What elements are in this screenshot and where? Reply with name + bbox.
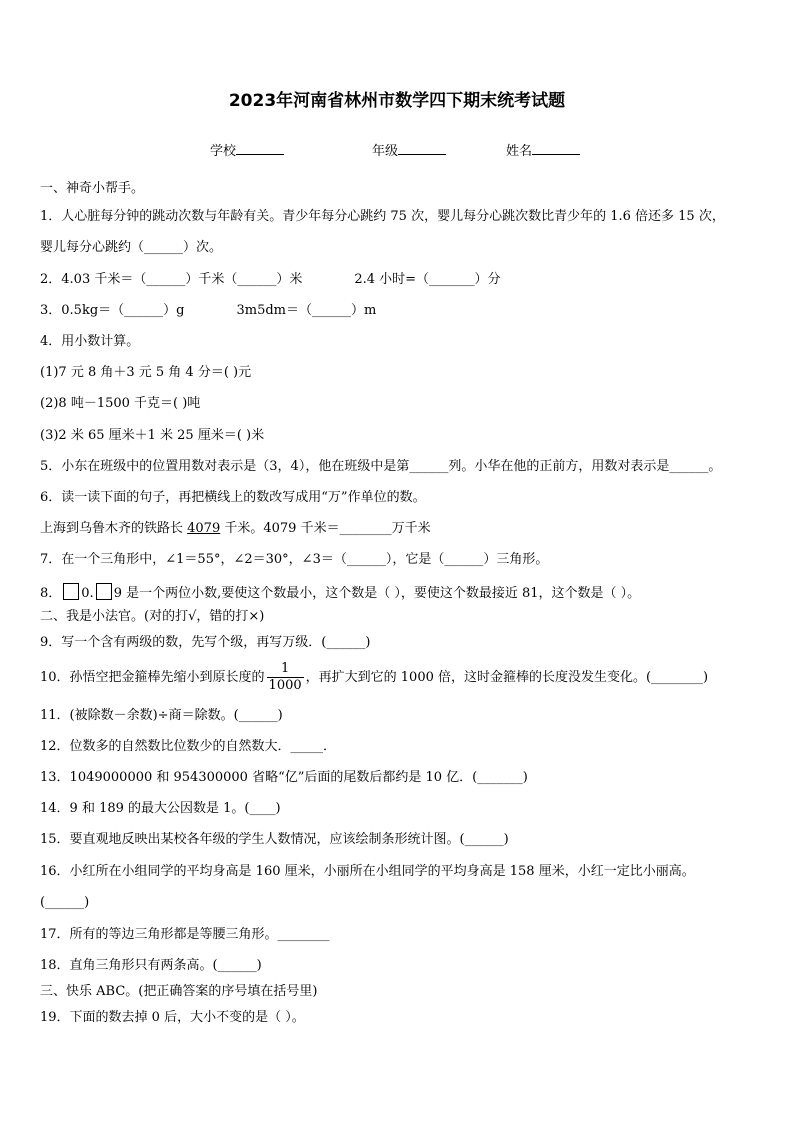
question-4-item-3: (3)2 米 65 厘米＋1 米 25 厘米＝( )米: [40, 428, 265, 443]
question-9: 9．写一个含有两级的数，先写个级，再写万级．(______): [40, 635, 371, 650]
question-10-post: ，再扩大到它的 1000 倍，这时金箍棒的长度没发生变化。(________): [305, 670, 709, 685]
question-4-item-2: (2)8 吨－1500 千克＝( )吨: [40, 396, 201, 411]
question-16-line-2: (______): [40, 895, 90, 910]
question-6-underlined-number: 4079: [187, 521, 221, 536]
digit-box-1[interactable]: [63, 583, 79, 600]
question-18: 18．直角三角形只有两条高。(______): [40, 958, 262, 973]
question-5: 5．小东在班级中的位置用数对表示是（3，4），他在班级中是第______列。小华在他的正前方，用数对表示是______。: [40, 459, 722, 474]
question-15: 15．要直观地反映出某校各年级的学生人数情况，应该绘制条形统计图。(______): [40, 832, 509, 847]
fraction-numerator: 1: [280, 661, 290, 676]
question-6-pre: 上海到乌鲁木齐的铁路长: [40, 521, 188, 536]
page-title: 2023年河南省林州市数学四下期末统考试题: [228, 91, 566, 111]
question-3-part-b: 3m5dm＝（______）m: [236, 303, 377, 318]
name-field[interactable]: [506, 140, 580, 159]
question-2: [40, 272, 501, 288]
question-6-post: 千米。4079 千米＝________万千米: [220, 521, 431, 536]
section-2-heading: 二、我是小法官。(对的打√，错的打×): [40, 609, 265, 624]
section-3-heading: 三、快乐 ABC。(把正确答案的序号填在括号里): [40, 984, 318, 999]
question-16-line-1: 16．小红所在小组同学的平均身高是 160 厘米，小丽所在小组同学的平均身高是 158 厘米，小红一定比小丽高。: [40, 864, 695, 879]
name-label: 姓名: [506, 144, 533, 159]
school-label: 学校: [210, 144, 237, 159]
question-10-pre: 10．孙悟空把金箍棒先缩小到原长度的: [40, 670, 265, 685]
grade-label: 年级: [372, 144, 399, 159]
question-6-line-2: [40, 521, 431, 537]
section-1-heading: 一、神奇小帮手。: [40, 181, 145, 196]
question-2-part-a: 2．4.03 千米＝（______）千米（______）米: [40, 272, 303, 287]
question-11: 11．(被除数－余数)÷商＝除数。(______): [40, 708, 283, 723]
fraction: [267, 661, 304, 694]
question-4-item-1: (1)7 元 8 角＋3 元 5 角 4 分＝( )元: [40, 365, 252, 380]
question-3: [40, 303, 376, 319]
question-2-part-b: 2.4 小时=（_______）分: [354, 272, 501, 287]
question-4-title: 4．用小数计算。: [40, 334, 140, 349]
school-blank[interactable]: [236, 141, 284, 155]
question-14: 14．9 和 189 的最大公因数是 1。(____): [40, 801, 281, 816]
question-13: 13．1049000000 和 954300000 省略“亿”后面的尾数后都约是 10 亿．(_______): [40, 770, 528, 785]
question-7: 7．在一个三角形中，∠1＝55°，∠2＝30°，∠3＝（______），它是（______）三角形。: [40, 552, 549, 567]
name-blank[interactable]: [532, 141, 580, 155]
question-8: [40, 583, 640, 602]
fraction-denominator: 1000: [268, 678, 302, 693]
question-8-text: 9 是一个两位小数,要使这个数最小，这个数是（ ），要使这个数最接近 81，这个数是（ ）。: [113, 586, 641, 601]
question-1-line-1: 1．人心脏每分钟的跳动次数与年龄有关。青少年每分心跳约 75 次，婴儿每分心跳次数比青少年的 1.6 倍还多 15 次，: [40, 209, 725, 224]
question-8-number: 8．: [40, 586, 62, 601]
question-10: [40, 661, 708, 694]
grade-field[interactable]: [372, 140, 446, 159]
question-1-line-2: 婴儿每分心跳约（______）次。: [40, 240, 223, 255]
question-19: 19．下面的数去掉 0 后，大小不变的是（ ）。: [40, 1010, 305, 1025]
question-12: 12．位数多的自然数比位数少的自然数大．_____．: [40, 739, 337, 754]
grade-blank[interactable]: [398, 141, 446, 155]
question-17: 17．所有的等边三角形都是等腰三角形。________: [40, 927, 330, 942]
question-6-line-1: 6．读一读下面的句子，再把横线上的数改写成用“万”作单位的数。: [40, 490, 426, 505]
digit-box-2[interactable]: [96, 583, 112, 600]
question-3-part-a: 3．0.5kg＝（______）g: [40, 303, 185, 318]
question-8-mid: 0.: [81, 586, 94, 601]
school-field[interactable]: [210, 140, 284, 159]
